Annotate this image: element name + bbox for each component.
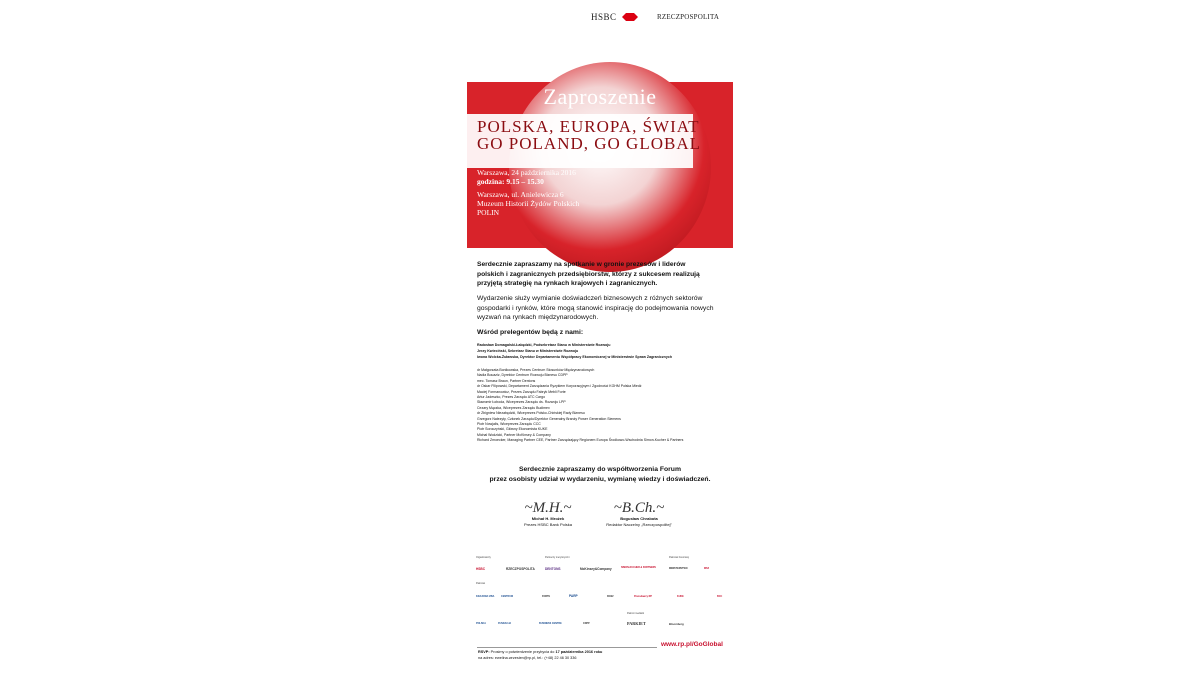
- speakers-heading: Wśród prelegentów będą z nami:: [477, 329, 584, 336]
- parp-logo: PARP: [569, 594, 578, 598]
- event-headline: [477, 118, 701, 152]
- organizers-label: Organizatorzy: [476, 556, 491, 559]
- hsbc-hexagon-icon: [622, 13, 638, 21]
- patrons-label: Patronat: [476, 582, 486, 585]
- rsvp-note: [478, 649, 668, 661]
- list-item: Artur Jadeszko, Prezes Zarządu ATC Cargo: [477, 395, 546, 400]
- list-item: Piotr Soroczyński, Główny Ekonomista KUKE: [477, 427, 548, 432]
- hsbc-logo-text: HSBC: [591, 12, 617, 22]
- event-time: [477, 177, 579, 186]
- list-item: Michał Wodzicki, Partner McKinsey & Company: [477, 432, 551, 437]
- event-info: [477, 168, 579, 217]
- list-item: dr Małgorzata Bonikowska, Prezes Centrum Stosunków Międzynarodowych: [477, 368, 595, 372]
- headline-line-1: POLSKA, EUROPA, ŚWIAT: [477, 117, 700, 136]
- list-item: dr Zbigniew Niezabędzki, Wiceprezes Polsko-Chińskiej Rady Biznesu: [477, 411, 585, 416]
- list-item: Richard Zmoecker, Managing Partner CEE, Partner Zarządzający Regionem Europa Środkowo-Wschodnia Simon-Kucher & Partners: [477, 438, 684, 443]
- signature-block: [589, 500, 689, 528]
- speakers-list: [477, 368, 733, 444]
- forte-logo: FORTE: [542, 595, 551, 598]
- handwritten-signature-icon: ~B.Ch.~: [613, 500, 665, 516]
- closing-line-1: Serdecznie zapraszamy do współtworzenia Forum: [518, 466, 682, 473]
- simon-kucher-logo: SIMON-KUCHER & PARTNERS: [621, 566, 656, 569]
- msz-logo: MSZ: [704, 567, 710, 570]
- rsvp-text-1: Prosimy o potwierdzenie przybycia do: [490, 650, 555, 654]
- header-logos: [467, 12, 733, 24]
- signatory-role: Prezes HSBC Bank Polska: [523, 522, 573, 527]
- bloomberg-logo: Bloomberg: [669, 622, 684, 626]
- honorary-label: Patronat honorowy: [669, 556, 690, 559]
- rsvp-text-2: na adres: ewelina.wrzesien@rp.pl, tel.: (+48) 22 46 30 336: [478, 656, 577, 660]
- paiiz-logo: PAIiIZ: [607, 595, 614, 598]
- mckinsey-logo: McKinsey&Company: [580, 567, 612, 571]
- rzeczpospolita-logo-text: RZECZPOSPOLITA: [657, 13, 720, 21]
- closing-text: [467, 465, 733, 484]
- signatory-name: Michał H. Mrożek: [531, 516, 565, 521]
- content-partners-label: Partnerzy merytoryczni: [545, 556, 570, 559]
- list-item: Sławomir Łoboda, Wiceprezes Zarządu ds. Rozwoju LPP: [477, 400, 566, 405]
- list-item: Maciej Formanowicz, Prezes Zarządu Fabryk Mebli Forte: [477, 389, 566, 394]
- dentons-logo: DENTONS: [545, 567, 561, 571]
- signature-block: [498, 500, 598, 528]
- ministry-logo: MINISTERSTWO: [669, 567, 688, 570]
- time-value: 9.15 – 15.30: [506, 177, 544, 186]
- parkiet-logo: PARKIET: [627, 621, 646, 626]
- address-line-2: Muzeum Historii Żydów Polskich: [477, 199, 580, 208]
- event-date: Warszawa, 24 października 2016: [477, 168, 576, 177]
- media-patrons-label: Patroni medialni: [627, 612, 645, 615]
- hero-banner: [467, 32, 733, 242]
- list-item: Piotr Nowjalis, Wiceprezes Zarządu CCC: [477, 422, 541, 427]
- invitation-sheet: [467, 0, 733, 675]
- list-item: Iwona Wolcka-Żuławska, Dyrektor Departamentu Współpracy Ekonomicznej w Ministerstwie Spraw Zagranicznych: [477, 354, 673, 359]
- business-centre-logo: BUSINESS CENTRE: [539, 622, 562, 625]
- polska-logo: POLSKA: [476, 622, 486, 625]
- handwritten-signature-icon: ~M.H.~: [524, 500, 572, 516]
- list-item: Grzegorz Nalezyty, Członek Zarządu/Dyrektor Generalny Branży Power Generation Siemens: [477, 416, 621, 421]
- signatory-name: Bogusław Chrabota: [620, 516, 658, 521]
- list-item: Radosław Domagalski-Łabędzki, Podsekretarz Stanu w Ministerstwie Rozwoju: [477, 343, 611, 347]
- intro-paragraph: Serdecznie zapraszamy na spotkanie w gronie prezesów i liderów polskich i zagranicznych przedsiębiorstw, którzy z sukcesem realizują przyjętą strategię na rynkach krajowych i zagranicznych.: [477, 261, 700, 287]
- rsvp-label: RSVP:: [478, 650, 490, 654]
- list-item: dr Oskar Filipowski, Departament Zarządzania Ryzykiem Korporacyjnym i Zgodności KGHM Polska Miedź: [477, 384, 642, 389]
- rsvp-deadline: 17 października 2016 roku: [555, 650, 603, 654]
- list-item: Nadia Bouaziz, Dyrektor Centrum Rozwoju Biznesu CDPP: [477, 373, 568, 378]
- list-item: Jerzy Kwieciński, Sekretarz Stanu w Ministerstwie Rozwoju: [477, 348, 579, 353]
- signatory-role: Redaktor Naczelny „Rzeczpospolitej”: [606, 522, 672, 527]
- headline-line-2: GO POLAND, GO GLOBAL: [477, 134, 701, 153]
- address-line-1: Warszawa, ul. Anielewicza 6: [477, 190, 564, 199]
- description-paragraph: Wydarzenie służy wymianie doświadczeń biznesowych z różnych sektorów gospodarki i rynków, które mogą stanowić inspirację do podejmowania nowych wyzwań na rynkach międzynarodowych.: [477, 295, 714, 321]
- centrum-logo: CENTRUM: [501, 595, 513, 598]
- list-item: mec. Tomasz Braun, Partner Dentons: [477, 378, 536, 383]
- pracodawcy-logo: Pracodawcy RP: [634, 595, 652, 598]
- event-url-link[interactable]: www.rp.pl/GoGlobal: [661, 641, 723, 648]
- address-line-3: POLIN: [477, 208, 500, 217]
- partner-logos: [476, 556, 728, 636]
- list-item: Cezary Mączka, Wiceprezes Zarządu Budimex: [477, 405, 550, 410]
- fundacja-logo: FUNDACJA: [498, 622, 512, 625]
- time-label: godzina:: [477, 177, 505, 186]
- cdpp-logo: CDPP: [583, 622, 590, 625]
- closing-line-2: przez osobisty udział w wydarzeniu, wymianę wiedzy i doświadczeń.: [489, 475, 711, 483]
- rzeczpospolita-partner-logo: RZECZPOSPOLITA: [506, 567, 535, 571]
- divider: [477, 647, 657, 648]
- kuke-logo: KUKE: [677, 595, 684, 598]
- vip-speakers-list: [477, 343, 727, 360]
- bcc-logo: BCC: [717, 595, 723, 598]
- invitation-title: Zaproszenie: [543, 84, 657, 109]
- hsbc-partner-logo: HSBC: [476, 567, 486, 571]
- krajowa-izba-logo: KRAJOWA IZBA: [476, 595, 495, 598]
